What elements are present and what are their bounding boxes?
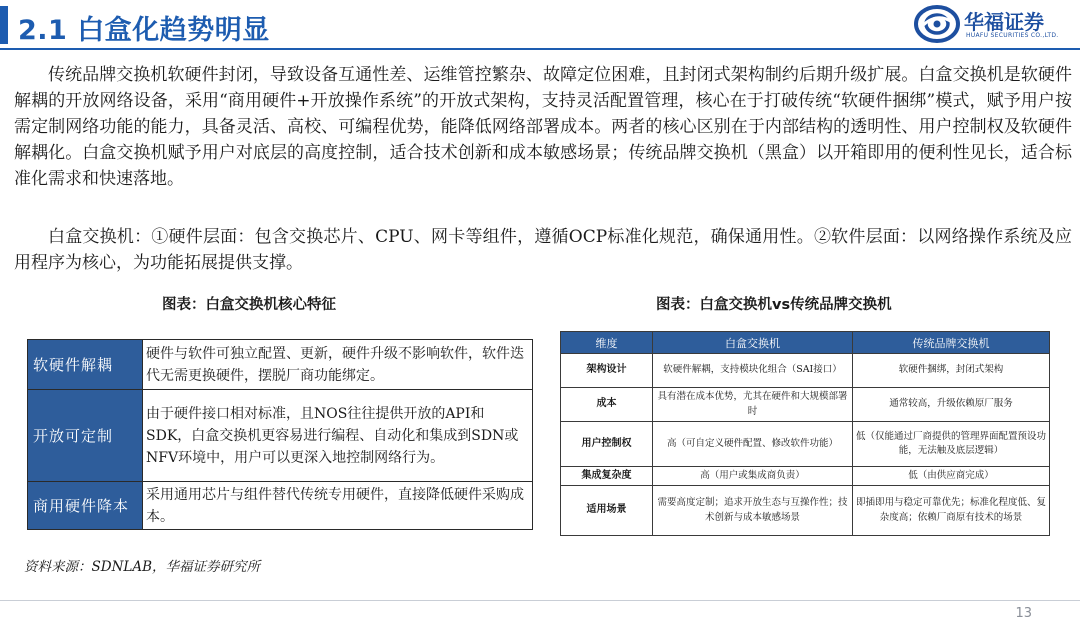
white-box-cell: 需要高度定制；追求开放生态与互操作性；技术创新与成本敏感场景 (653, 486, 853, 536)
page-title: 2.1 白盒化趋势明显 (18, 15, 270, 46)
table-row (28, 390, 533, 482)
feature-description: 硬件与软件可独立配置、更新，硬件升级不影响软件，软件迭代无需更换硬件，摆脱厂商功能绑定。 (143, 340, 533, 390)
feature-key: 商用硬件降本 (28, 482, 143, 530)
dimension-cell: 成本 (561, 388, 653, 422)
intro-paragraph: 传统品牌交换机软硬件封闭，导致设备互通性差、运维管控繁杂、故障定位困难，且封闭式架构制约后期升级扩展。白盒交换机是软硬件解耦的开放网络设备，采用“商用硬件+开放操作系统”的开放式架构，支持灵活配置管理，核心在于打破传统“软硬件捆绑”模式，赋予用户按需定制网络功能的能力，具备灵活、高校、可编程优势，能降低网络部署成本。两者的核心区别在于内部结构的透明性、用户控制权及软硬件解耦化。白盒交换机赋予用户对底层的高度控制，适合技术创新和成本敏感场景；传统品牌交换机（黑盒）以开箱即用的便利性见长，适合标准化需求和快速落地。 (14, 65, 1072, 189)
table-row (561, 388, 1050, 422)
table-header-row (561, 332, 1050, 354)
page-number: 13 (1015, 606, 1032, 621)
table-row (28, 482, 533, 530)
table-row (561, 486, 1050, 536)
brand-cell: 软硬件捆绑，封闭式架构 (853, 354, 1050, 388)
feature-key: 软硬件解耦 (28, 340, 143, 390)
column-header: 白盒交换机 (653, 332, 853, 354)
title-accent-bar (0, 6, 8, 44)
table-row (561, 422, 1050, 467)
white-box-cell: 高（用户或集成商负责） (653, 467, 853, 486)
column-header: 维度 (561, 332, 653, 354)
brand-cell: 低（由供应商完成） (853, 467, 1050, 486)
table-row (561, 467, 1050, 486)
white-box-cell: 高（可自定义硬件配置、修改软件功能） (653, 422, 853, 467)
source-note: 资料来源：SDNLAB，华福证券研究所 (24, 559, 261, 575)
dimension-cell: 集成复杂度 (561, 467, 653, 486)
components-paragraph: 白盒交换机：①硬件层面：包含交换芯片、CPU、网卡等组件，遵循OCP标准化规范，确保通用性。②软件层面：以网络操作系统及应用程序为核心，为功能拓展提供支撑。 (14, 227, 1072, 273)
core-features-table (27, 339, 533, 530)
white-box-cell: 软硬件解耦，支持模块化组合（SAI接口） (653, 354, 853, 388)
dimension-cell: 用户控制权 (561, 422, 653, 467)
left-table-caption: 图表：白盒交换机核心特征 (162, 297, 336, 313)
brand-cell: 低（仅能通过厂商提供的管理界面配置预设功能，无法触及底层逻辑） (853, 422, 1050, 467)
right-table-caption: 图表：白盒交换机vs传统品牌交换机 (656, 297, 892, 313)
logo-subtext: HUAFU SECURITIES CO.,LTD. (966, 32, 1059, 39)
table-row (561, 354, 1050, 388)
feature-key: 开放可定制 (28, 390, 143, 482)
title-divider (0, 48, 1080, 50)
feature-description: 采用通用芯片与组件替代传统专用硬件，直接降低硬件采购成本。 (143, 482, 533, 530)
white-box-cell: 具有潜在成本优势，尤其在硬件和大规模部署时 (653, 388, 853, 422)
table-row (28, 340, 533, 390)
footer-divider (0, 600, 1080, 601)
company-logo (914, 2, 1074, 46)
dimension-cell: 架构设计 (561, 354, 653, 388)
logo-mark-icon (914, 4, 960, 44)
brand-cell: 即插即用与稳定可靠优先；标准化程度低、复杂度高；依赖厂商原有技术的场景 (853, 486, 1050, 536)
brand-cell: 通常较高，升级依赖原厂服务 (853, 388, 1050, 422)
dimension-cell: 适用场景 (561, 486, 653, 536)
comparison-table (560, 331, 1050, 536)
logo-text: 华福证券 (964, 10, 1044, 34)
column-header: 传统品牌交换机 (853, 332, 1050, 354)
feature-description: 由于硬件接口相对标准，且NOS往往提供开放的API和SDK，白盒交换机更容易进行编程、自动化和集成到SDN或NFV环境中，用户可以更深入地控制网络行为。 (143, 390, 533, 482)
